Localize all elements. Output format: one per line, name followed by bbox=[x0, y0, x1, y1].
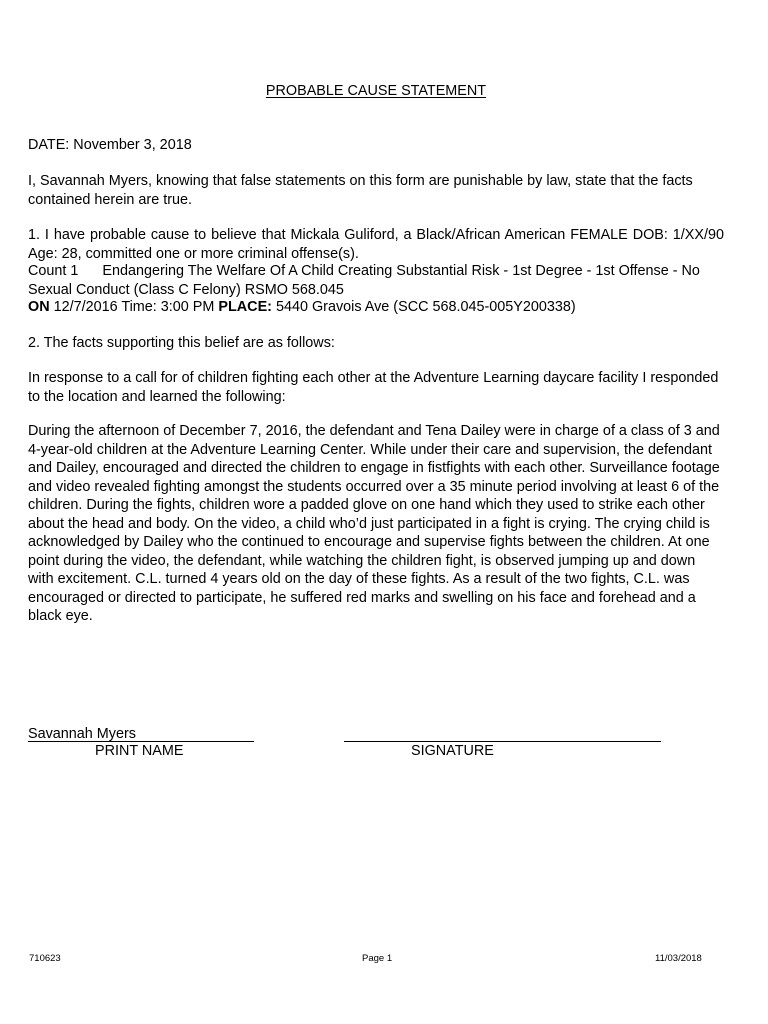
place-label: PLACE: bbox=[218, 299, 272, 315]
response-paragraph: In response to a call for of children fighting each other at the Adventure Learning daycare facility I responded to the location and learned the following: bbox=[28, 370, 719, 405]
on-label: ON bbox=[28, 299, 50, 315]
signature-line bbox=[344, 741, 661, 742]
date-line: DATE: November 3, 2018 bbox=[28, 137, 192, 153]
on-place-line bbox=[28, 298, 724, 317]
item-2-paragraph: 2. The facts supporting this belief are as follows: bbox=[28, 335, 335, 351]
print-name-line bbox=[28, 741, 254, 742]
document-title: PROBABLE CAUSE STATEMENT bbox=[265, 83, 487, 99]
on-value: 12/7/2016 Time: 3:00 PM bbox=[49, 299, 219, 315]
printed-name-value: Savannah Myers bbox=[28, 726, 136, 742]
count-text: Endangering The Welfare Of A Child Creating Substantial Risk - 1st Degree - 1st Offense - No Sexual Conduct (Class C Felony) RSMO 568.045 bbox=[28, 263, 700, 298]
print-name-label: PRINT NAME bbox=[95, 743, 184, 759]
place-value: 5440 Gravois Ave (SCC 568.045-005Y200338) bbox=[271, 299, 576, 315]
count-line bbox=[28, 262, 724, 299]
item-1-paragraph: 1. I have probable cause to believe that Mickala Guliford, a Black/African American FEMALE DOB: 1/XX/90 Age: 28, committed one or more criminal offense(s). bbox=[28, 227, 724, 262]
footer-document-id: 710623 bbox=[29, 953, 61, 964]
count-label: Count 1 bbox=[28, 263, 79, 279]
footer-page-number: Page 1 bbox=[362, 953, 393, 964]
footer-date: 11/03/2018 bbox=[655, 953, 702, 964]
intro-paragraph: I, Savannah Myers, knowing that false statements on this form are punishable by law, state that the facts contained herein are true. bbox=[28, 173, 693, 208]
signature-label: SIGNATURE bbox=[411, 743, 494, 759]
facts-paragraph: During the afternoon of December 7, 2016, the defendant and Tena Dailey were in charge of a class of 3 and 4-year-old children at the Adventure Learning Center. While under their care and supervision, the defendant and Dailey, encouraged and directed the children to engage in fistfights with each other. Surveillance footage and video revealed fighting amongst the students occurred over a 35 minute period involving at least 6 of the children. During the fights, children wore a padded glove on one hand which they used to strike each other about the head and body. On the video, a child who’d just participated in a fight is crying. The crying child is acknowledged by Dailey who the continued to encourage and supervise fights between the children. At one point during the video, the defendant, while watching the children fight, is observed jumping up and down with excitement. C.L. turned 4 years old on the day of these fights. As a result of the two fights, C.L. was encouraged or directed to participate, he suffered red marks and swelling on his face and forehead and a black eye. bbox=[28, 423, 720, 624]
